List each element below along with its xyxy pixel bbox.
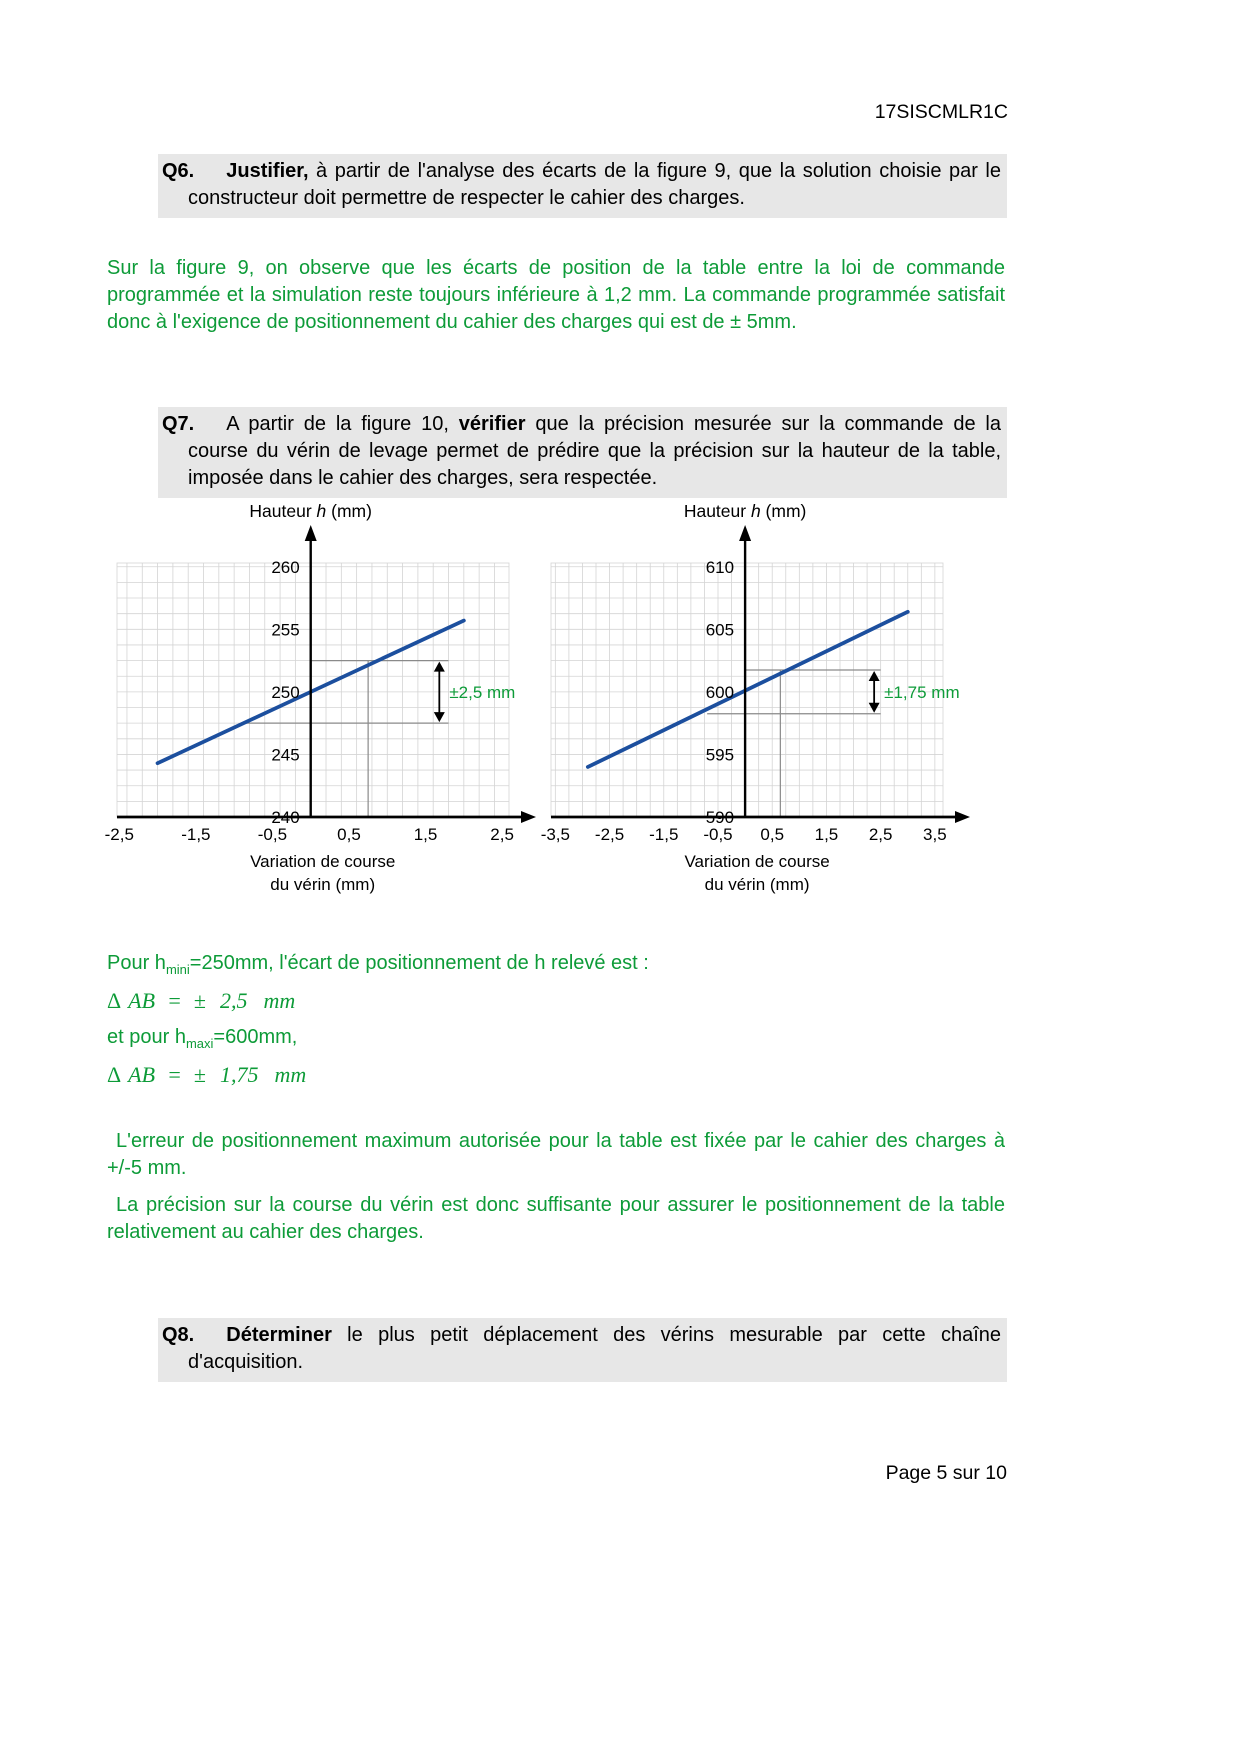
svg-text:-1,5: -1,5 [649, 825, 679, 844]
answer-paragraph-precision: La précision sur la course du vérin est donc suffisante pour assurer le positionnement de la table relativement au cahier des charges. [107, 1194, 1005, 1243]
equals-sign: = [167, 988, 182, 1013]
svg-text:605: 605 [705, 620, 735, 640]
svg-text:du vérin (mm): du vérin (mm) [270, 875, 376, 894]
formula-delta-ab-1 [107, 988, 295, 1014]
document-reference: 17SISCMLR1C [874, 101, 1008, 123]
chart-hauteur-250 [103, 497, 543, 899]
svg-text:1,5: 1,5 [413, 825, 438, 844]
line-chart-hmini-svg [103, 497, 543, 899]
svg-text:0,5: 0,5 [760, 825, 785, 844]
plus-minus-sign: ± [193, 1062, 206, 1087]
question-q7-verb: vérifier [458, 413, 526, 435]
question-q8-number: Q8. [162, 1324, 195, 1346]
answer-hmaxi-line [107, 1026, 297, 1051]
svg-text:250: 250 [271, 682, 300, 702]
formula-variable: AB [128, 988, 156, 1013]
formula-value: 2,5 [219, 988, 248, 1013]
svg-text:600: 600 [705, 682, 735, 702]
svg-text:-2,5: -2,5 [594, 825, 625, 844]
hmaxi-pre: et pour h [107, 1026, 186, 1048]
formula-variable: AB [128, 1062, 156, 1087]
svg-text:260: 260 [271, 557, 300, 577]
question-q6-number: Q6. [162, 160, 195, 182]
delta-symbol: Δ [107, 1062, 122, 1087]
svg-text:610: 610 [705, 557, 735, 577]
equals-sign: = [167, 1062, 182, 1087]
question-q7-body: que la précision mesurée sur la commande de la course du vérin de levage permet de prédire que la précision sur la hauteur de la table, imposée dans le cahier des charges, sera respectée. [188, 413, 1001, 489]
svg-text:245: 245 [271, 745, 300, 765]
answer-paragraph-erreur: L'erreur de positionnement maximum autorisée pour la table est fixée par le cahier des charges à +/-5 mm. [107, 1130, 1005, 1179]
hmini-sub: mini [165, 962, 190, 977]
question-block-q8 [158, 1318, 1007, 1382]
svg-text:Variation de course: Variation de course [250, 852, 396, 871]
question-q7-number: Q7. [162, 413, 195, 435]
question-q8-text [162, 1322, 1001, 1376]
plus-minus-sign: ± [193, 988, 206, 1013]
svg-text:-1,5: -1,5 [181, 825, 211, 844]
svg-text:0,5: 0,5 [337, 825, 361, 844]
svg-text:2,5: 2,5 [490, 825, 514, 844]
question-q7-pre: A partir de la figure 10, [226, 413, 459, 435]
question-block-q7 [158, 407, 1007, 498]
svg-text:Hauteur h (mm): Hauteur h (mm) [683, 501, 807, 521]
svg-text:-0,5: -0,5 [257, 825, 288, 844]
formula-unit: mm [274, 1062, 307, 1087]
svg-text:±1,75 mm: ±1,75 mm [884, 682, 960, 702]
delta-symbol: Δ [107, 988, 122, 1013]
question-q6-body: à partir de l'analyse des écarts de la figure 9, que la solution choisie par le constructeur doit permettre de respecter le cahier des charges. [188, 160, 1001, 209]
svg-text:3,5: 3,5 [923, 825, 947, 844]
chart-hauteur-600 [537, 497, 977, 899]
svg-text:Hauteur h (mm): Hauteur h (mm) [249, 501, 372, 521]
formula-value: 1,75 [219, 1062, 259, 1087]
svg-text:255: 255 [271, 620, 300, 640]
question-q8-body: le plus petit déplacement des vérins mesurable par cette chaîne d'acquisition. [188, 1324, 1001, 1373]
line-chart-hmaxi-svg [537, 497, 977, 899]
formula-unit: mm [263, 988, 296, 1013]
answer-hmini-line [107, 952, 649, 977]
question-q8-verb: Déterminer [226, 1324, 332, 1346]
svg-text:2,5: 2,5 [868, 825, 893, 844]
formula-delta-ab-2 [107, 1062, 306, 1088]
svg-text:±2,5 mm: ±2,5 mm [449, 682, 516, 702]
page-number: Page 5 sur 10 [885, 1462, 1007, 1484]
hmini-pre: Pour h [107, 952, 166, 974]
question-q7-text [162, 411, 1001, 492]
question-block-q6 [158, 154, 1007, 218]
svg-text:-0,5: -0,5 [703, 825, 733, 844]
svg-text:-3,5: -3,5 [540, 825, 570, 844]
svg-text:Variation de course: Variation de course [684, 852, 830, 871]
svg-text:595: 595 [705, 745, 735, 765]
svg-text:-2,5: -2,5 [104, 825, 134, 844]
svg-text:240: 240 [271, 808, 300, 827]
hmaxi-post: =600mm, [213, 1026, 298, 1048]
svg-text:590: 590 [705, 808, 735, 827]
hmaxi-sub: maxi [185, 1036, 214, 1051]
hmini-post: =250mm, l'écart de positionnement de h relevé est : [189, 952, 649, 974]
question-q6-verb: Justifier, [226, 160, 309, 182]
svg-text:1,5: 1,5 [814, 825, 839, 844]
question-q6-text [162, 158, 1001, 212]
answer-paragraph-figure9: Sur la figure 9, on observe que les écarts de position de la table entre la loi de commande programmée et la simulation reste toujours inférieure à 1,2 mm. La commande programmée satisfait donc à l'exigence de positionnement du cahier des charges qui est de ± 5mm. [107, 257, 1005, 333]
svg-text:du vérin (mm): du vérin (mm) [704, 875, 810, 894]
